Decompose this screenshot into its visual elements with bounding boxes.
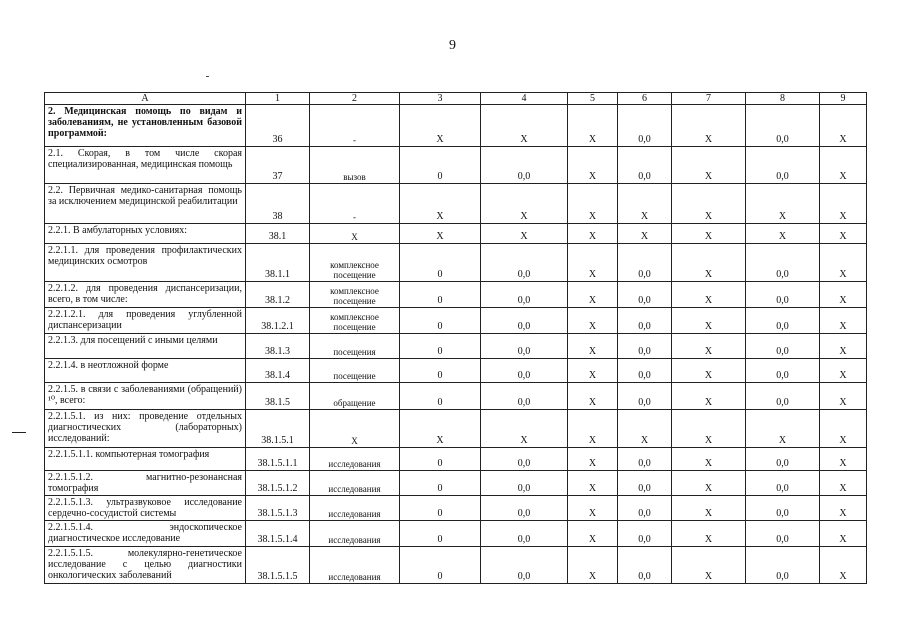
cell-col-1: 38.1 (246, 224, 310, 244)
row-label-cell: 2.2.1.4. в неотложной форме (45, 359, 246, 383)
table-row (45, 184, 867, 224)
header-cell-3: 3 (400, 93, 481, 105)
cell-col-2: посещения (310, 334, 400, 359)
cell-col-7: Х (672, 359, 746, 383)
cell-col-2: Х (310, 224, 400, 244)
cell-col-6: Х (618, 224, 672, 244)
cell-col-7: Х (672, 184, 746, 224)
header-cell-4: 4 (481, 93, 568, 105)
cell-col-1: 38.1.5.1 (246, 410, 310, 448)
cell-col-3: Х (400, 105, 481, 147)
cell-col-4: 0,0 (481, 308, 568, 334)
cell-col-4: 0,0 (481, 244, 568, 282)
cell-col-8: 0,0 (746, 383, 820, 410)
cell-col-6: 0,0 (618, 308, 672, 334)
table-row (45, 244, 867, 282)
cell-col-4: 0,0 (481, 521, 568, 547)
cell-col-3: 0 (400, 147, 481, 184)
cell-col-7: Х (672, 496, 746, 521)
cell-col-8: 0,0 (746, 282, 820, 308)
cell-col-2: - (310, 184, 400, 224)
header-cell-5: 5 (568, 93, 618, 105)
cell-col-6: 0,0 (618, 334, 672, 359)
cell-col-2: исследования (310, 448, 400, 471)
cell-col-4: 0,0 (481, 334, 568, 359)
cell-col-4: 0,0 (481, 383, 568, 410)
cell-col-8: 0,0 (746, 547, 820, 584)
cell-col-6: Х (618, 184, 672, 224)
cell-col-8: 0,0 (746, 105, 820, 147)
cell-col-5: Х (568, 521, 618, 547)
cell-col-8: Х (746, 410, 820, 448)
cell-col-7: Х (672, 282, 746, 308)
cell-col-9: Х (820, 383, 867, 410)
cell-col-5: Х (568, 308, 618, 334)
header-cell-a: А (45, 93, 246, 105)
cell-col-9: Х (820, 448, 867, 471)
table-row (45, 147, 867, 184)
cell-col-9: Х (820, 496, 867, 521)
table-row (45, 282, 867, 308)
cell-col-2: исследования (310, 521, 400, 547)
table-row (45, 547, 867, 584)
row-label-cell: 2.2. Первичная медико-санитарная помощь за исключением медицинской реабилитации (45, 184, 246, 224)
cell-col-2: комплексное посещение (310, 244, 400, 282)
cell-col-8: Х (746, 184, 820, 224)
row-label-cell: 2.2.1.5.1.5. молекулярно-генетическое исследование с целью диагностики онкологических заболеваний (45, 547, 246, 584)
cell-col-7: Х (672, 334, 746, 359)
cell-col-9: Х (820, 282, 867, 308)
cell-col-2: исследования (310, 547, 400, 584)
cell-col-5: Х (568, 359, 618, 383)
cell-col-8: 0,0 (746, 448, 820, 471)
cell-col-3: Х (400, 184, 481, 224)
cell-col-7: Х (672, 105, 746, 147)
cell-col-5: Х (568, 184, 618, 224)
table-row (45, 410, 867, 448)
cell-col-7: Х (672, 410, 746, 448)
header-cell-8: 8 (746, 93, 820, 105)
cell-col-8: 0,0 (746, 308, 820, 334)
cell-col-7: Х (672, 448, 746, 471)
row-label-cell: 2.2.1.2.1. для проведения углубленной диспансеризации (45, 308, 246, 334)
cell-col-5: Х (568, 383, 618, 410)
cell-col-5: Х (568, 224, 618, 244)
cell-col-3: 0 (400, 547, 481, 584)
cell-col-6: 0,0 (618, 496, 672, 521)
cell-col-4: 0,0 (481, 496, 568, 521)
cell-col-1: 38.1.5.1.1 (246, 448, 310, 471)
cell-col-9: Х (820, 147, 867, 184)
cell-col-4: Х (481, 410, 568, 448)
table-row (45, 471, 867, 496)
row-label-cell: 2.2.1.1. для проведения профилактических медицинских осмотров (45, 244, 246, 282)
cell-col-4: Х (481, 224, 568, 244)
cell-col-5: Х (568, 244, 618, 282)
cell-col-7: Х (672, 471, 746, 496)
cell-col-1: 38 (246, 184, 310, 224)
cell-col-5: Х (568, 147, 618, 184)
cell-col-7: Х (672, 547, 746, 584)
table-row (45, 521, 867, 547)
cell-col-9: Х (820, 471, 867, 496)
cell-col-9: Х (820, 410, 867, 448)
cell-col-5: Х (568, 471, 618, 496)
cell-col-5: Х (568, 282, 618, 308)
cell-col-5: Х (568, 547, 618, 584)
cell-col-3: Х (400, 410, 481, 448)
row-label-cell: 2.1. Скорая, в том числе скорая специализированная, медицинская помощь (45, 147, 246, 184)
cell-col-8: 0,0 (746, 521, 820, 547)
cell-col-2: комплексное посещение (310, 282, 400, 308)
cell-col-7: Х (672, 521, 746, 547)
cell-col-8: 0,0 (746, 147, 820, 184)
row-label-cell: 2.2.1.5.1.1. компьютерная томография (45, 448, 246, 471)
cell-col-1: 38.1.1 (246, 244, 310, 282)
margin-mark (12, 432, 26, 433)
header-cell-1: 1 (246, 93, 310, 105)
cell-col-6: 0,0 (618, 521, 672, 547)
cell-col-3: Х (400, 224, 481, 244)
cell-col-6: 0,0 (618, 147, 672, 184)
cell-col-5: Х (568, 410, 618, 448)
cell-col-6: 0,0 (618, 282, 672, 308)
cell-col-8: 0,0 (746, 334, 820, 359)
cell-col-2: вызов (310, 147, 400, 184)
cell-col-7: Х (672, 308, 746, 334)
cell-col-7: Х (672, 224, 746, 244)
row-label-cell: 2.2.1.2. для проведения диспансеризации, всего, в том числе: (45, 282, 246, 308)
cell-col-1: 38.1.5.1.3 (246, 496, 310, 521)
cell-col-9: Х (820, 308, 867, 334)
cell-col-5: Х (568, 334, 618, 359)
cell-col-6: 0,0 (618, 383, 672, 410)
cell-col-2: Х (310, 410, 400, 448)
cell-col-4: 0,0 (481, 147, 568, 184)
cell-col-4: 0,0 (481, 448, 568, 471)
cell-col-1: 37 (246, 147, 310, 184)
cell-col-4: 0,0 (481, 471, 568, 496)
cell-col-1: 38.1.5.1.4 (246, 521, 310, 547)
cell-col-6: 0,0 (618, 547, 672, 584)
page-number: 9 (449, 38, 456, 53)
cell-col-3: 0 (400, 383, 481, 410)
table-row (45, 383, 867, 410)
cell-col-2: исследования (310, 496, 400, 521)
cell-col-7: Х (672, 383, 746, 410)
header-row (45, 93, 867, 105)
table-row (45, 496, 867, 521)
cell-col-3: 0 (400, 244, 481, 282)
cell-col-1: 38.1.2 (246, 282, 310, 308)
cell-col-1: 36 (246, 105, 310, 147)
cell-col-7: Х (672, 147, 746, 184)
row-label-cell: 2.2.1.5.1. из них: проведение отдельных диагностических (лабораторных) исследований: (45, 410, 246, 448)
cell-col-3: 0 (400, 282, 481, 308)
cell-col-8: 0,0 (746, 244, 820, 282)
cell-col-1: 38.1.5.1.5 (246, 547, 310, 584)
cell-col-9: Х (820, 334, 867, 359)
cell-col-3: 0 (400, 448, 481, 471)
cell-col-6: 0,0 (618, 448, 672, 471)
cell-col-3: 0 (400, 521, 481, 547)
cell-col-4: Х (481, 184, 568, 224)
header-cell-6: 6 (618, 93, 672, 105)
cell-col-8: 0,0 (746, 496, 820, 521)
cell-col-4: 0,0 (481, 359, 568, 383)
cell-col-8: Х (746, 224, 820, 244)
cell-col-6: 0,0 (618, 359, 672, 383)
row-label-cell: 2. Медицинская помощь по видам и заболеваниям, не установленным базовой программой: (45, 105, 246, 147)
cell-col-9: Х (820, 105, 867, 147)
table-row (45, 224, 867, 244)
table-body (45, 93, 867, 584)
cell-col-5: Х (568, 496, 618, 521)
cell-col-3: 0 (400, 308, 481, 334)
cell-col-1: 38.1.4 (246, 359, 310, 383)
table-row (45, 105, 867, 147)
scan-speck (206, 76, 209, 77)
cell-col-8: 0,0 (746, 359, 820, 383)
cell-col-6: 0,0 (618, 105, 672, 147)
row-label-cell: 2.2.1.5. в связи с заболеваниями (обращений) ¹⁰, всего: (45, 383, 246, 410)
cell-col-9: Х (820, 224, 867, 244)
header-cell-2: 2 (310, 93, 400, 105)
cell-col-8: 0,0 (746, 471, 820, 496)
cell-col-9: Х (820, 359, 867, 383)
cell-col-9: Х (820, 521, 867, 547)
cell-col-2: - (310, 105, 400, 147)
cell-col-4: 0,0 (481, 547, 568, 584)
row-label-cell: 2.2.1. В амбулаторных условиях: (45, 224, 246, 244)
cell-col-6: 0,0 (618, 471, 672, 496)
cell-col-3: 0 (400, 471, 481, 496)
cell-col-9: Х (820, 547, 867, 584)
table-row (45, 359, 867, 383)
cell-col-9: Х (820, 184, 867, 224)
cell-col-5: Х (568, 448, 618, 471)
table-row (45, 308, 867, 334)
data-table (44, 92, 867, 584)
cell-col-7: Х (672, 244, 746, 282)
cell-col-3: 0 (400, 334, 481, 359)
cell-col-9: Х (820, 244, 867, 282)
cell-col-1: 38.1.3 (246, 334, 310, 359)
table-row (45, 448, 867, 471)
cell-col-4: Х (481, 105, 568, 147)
row-label-cell: 2.2.1.5.1.4. эндоскопическое диагностическое исследование (45, 521, 246, 547)
row-label-cell: 2.2.1.5.1.3. ультразвуковое исследование сердечно-сосудистой системы (45, 496, 246, 521)
cell-col-2: обращение (310, 383, 400, 410)
table-row (45, 334, 867, 359)
header-cell-9: 9 (820, 93, 867, 105)
row-label-cell: 2.2.1.3. для посещений с иными целями (45, 334, 246, 359)
cell-col-1: 38.1.5.1.2 (246, 471, 310, 496)
cell-col-2: посещение (310, 359, 400, 383)
cell-col-6: Х (618, 410, 672, 448)
cell-col-3: 0 (400, 359, 481, 383)
header-cell-7: 7 (672, 93, 746, 105)
cell-col-2: комплексное посещение (310, 308, 400, 334)
cell-col-6: 0,0 (618, 244, 672, 282)
cell-col-5: Х (568, 105, 618, 147)
cell-col-3: 0 (400, 496, 481, 521)
cell-col-4: 0,0 (481, 282, 568, 308)
cell-col-1: 38.1.5 (246, 383, 310, 410)
cell-col-2: исследования (310, 471, 400, 496)
cell-col-1: 38.1.2.1 (246, 308, 310, 334)
row-label-cell: 2.2.1.5.1.2. магнитно-резонансная томография (45, 471, 246, 496)
